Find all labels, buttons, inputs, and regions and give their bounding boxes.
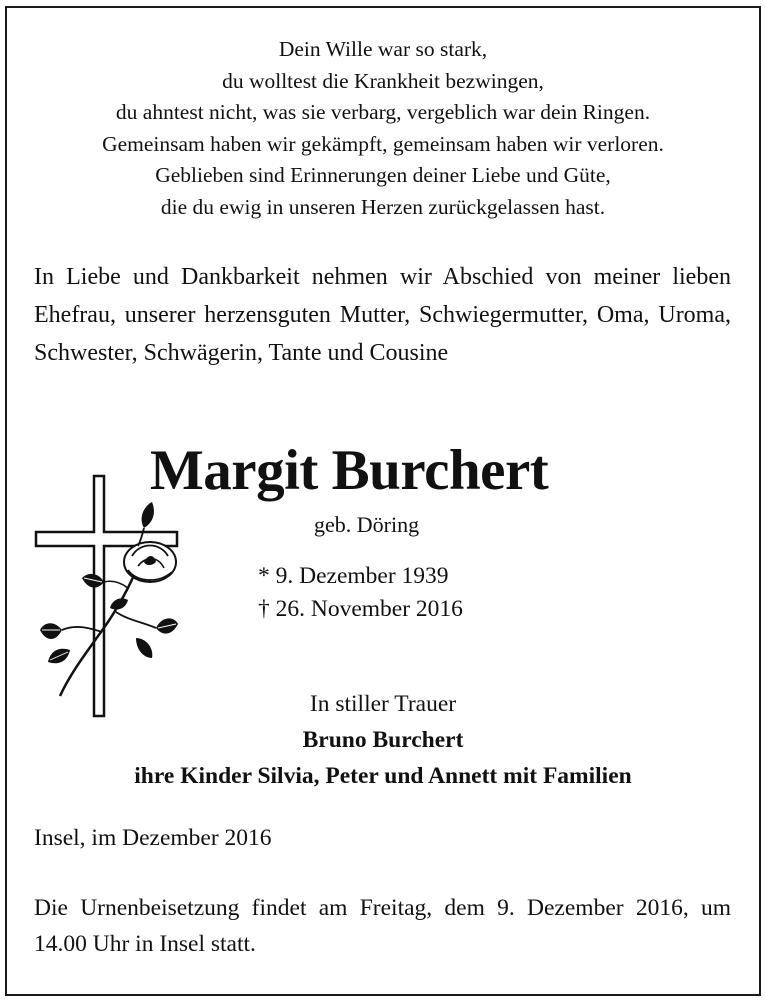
poem-line: du wolltest die Krankheit bezwingen, — [222, 68, 544, 93]
death-date: † 26. November 2016 — [258, 596, 463, 622]
deceased-name: Margit Burchert — [150, 439, 549, 502]
spouse-name: Bruno Burchert — [302, 727, 464, 753]
signoff-block — [0, 686, 766, 794]
mourning-phrase: In stiller Trauer — [309, 691, 457, 717]
birth-date: * 9. Dezember 1939 — [258, 563, 449, 589]
poem-line: Dein Wille war so stark, — [278, 37, 488, 61]
cross-with-rose-icon — [32, 470, 182, 720]
poem-line: Geblieben sind Erinnerungen deiner Liebe und Güte, — [155, 163, 611, 187]
memorial-poem — [12, 34, 754, 223]
maiden-name: geb. Döring — [314, 512, 420, 537]
life-dates — [258, 560, 463, 626]
place-and-date: Insel, im Dezember 2016 — [34, 825, 272, 851]
poem-line: die du ewig in unseren Herzen zurückgelassen hast. — [160, 194, 606, 219]
farewell-text: In Liebe und Dankbarkeit nehmen wir Abschied von meiner lieben Ehefrau, unserer herzensguten Mutter, Schwiegermutter, Oma, Uroma, Schwester, Schwägerin, Tante und Cousine — [34, 264, 731, 366]
poem-line: Gemeinsam haben wir gekämpft, gemeinsam haben wir verloren. — [102, 131, 664, 156]
poem-line: du ahntest nicht, was sie verbarg, vergeblich war dein Ringen. — [115, 100, 651, 124]
children-names: ihre Kinder Silvia, Peter und Annett mit Familien — [134, 763, 632, 789]
funeral-notice: Die Urnenbeisetzung findet am Freitag, dem 9. Dezember 2016, um 14.00 Uhr in Insel statt. — [34, 895, 731, 957]
